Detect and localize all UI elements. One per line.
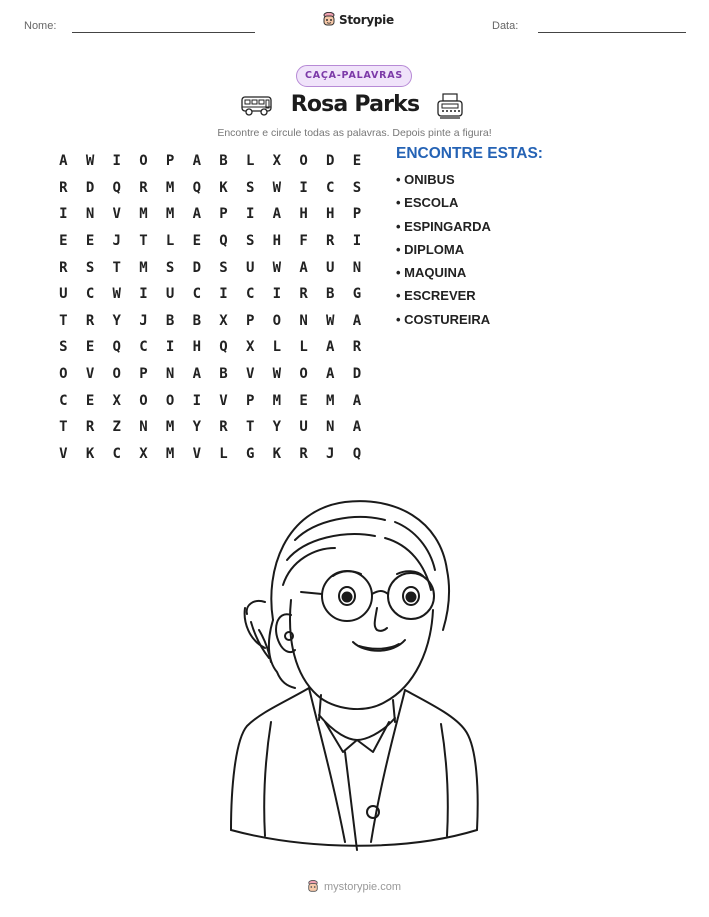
grid-cell[interactable]: E	[85, 339, 95, 356]
grid-cell[interactable]: U	[59, 286, 68, 303]
grid-cell[interactable]: W	[272, 366, 282, 383]
grid-cell[interactable]: A	[326, 339, 335, 356]
word-list-item: • ONIBUS	[396, 172, 455, 187]
grid-cell[interactable]: S	[352, 179, 362, 196]
grid-cell[interactable]: S	[165, 259, 175, 276]
grid-cell[interactable]: E	[352, 153, 362, 170]
grid-cell[interactable]: Q	[352, 445, 362, 462]
grid-cell[interactable]: U	[245, 259, 255, 276]
grid-cell[interactable]: S	[85, 259, 95, 276]
grid-cell[interactable]: N	[326, 419, 335, 436]
grid-cell[interactable]: X	[219, 312, 228, 329]
grid-cell[interactable]: C	[139, 339, 148, 356]
grid-cell[interactable]: A	[192, 366, 201, 383]
grid-cell[interactable]: B	[219, 153, 228, 170]
grid-cell[interactable]: Y	[112, 312, 121, 329]
grid-cell[interactable]: T	[112, 259, 121, 276]
grid-cell[interactable]: O	[299, 153, 308, 170]
grid-cell[interactable]: R	[85, 419, 95, 436]
grid-cell[interactable]: R	[219, 419, 228, 436]
grid-cell[interactable]: L	[272, 339, 282, 356]
grid-cell[interactable]: C	[85, 286, 95, 303]
grid-cell[interactable]: A	[299, 259, 308, 276]
grid-cell[interactable]: S	[245, 179, 255, 196]
grid-cell[interactable]: K	[85, 445, 95, 462]
grid-cell[interactable]: B	[326, 286, 335, 303]
grid-cell[interactable]: G	[245, 445, 255, 462]
storypie-logo-icon	[322, 12, 336, 28]
grid-cell[interactable]: E	[59, 233, 68, 250]
grid-cell[interactable]: L	[219, 445, 228, 462]
grid-cell[interactable]: R	[59, 179, 68, 196]
grid-cell[interactable]: V	[219, 392, 228, 409]
grid-cell[interactable]: J	[112, 233, 121, 250]
grid-cell[interactable]: I	[192, 392, 201, 409]
footer-site: mystorypie.com	[324, 881, 402, 893]
grid-cell[interactable]: I	[59, 206, 68, 223]
grid-cell[interactable]: M	[139, 206, 148, 223]
grid-cell[interactable]: A	[352, 312, 362, 329]
grid-cell[interactable]: Z	[112, 419, 121, 436]
grid-cell[interactable]: C	[326, 179, 335, 196]
grid-cell[interactable]: E	[299, 392, 308, 409]
grid-cell[interactable]: V	[85, 366, 95, 383]
grid-cell[interactable]: R	[139, 179, 148, 196]
grid-cell[interactable]: A	[272, 206, 282, 223]
word-search-grid[interactable]	[50, 148, 370, 467]
grid-cell[interactable]: M	[272, 392, 282, 409]
grid-cell[interactable]: J	[326, 445, 335, 462]
grid-cell[interactable]: N	[299, 312, 308, 329]
grid-cell[interactable]: C	[192, 286, 201, 303]
grid-cell[interactable]: O	[59, 366, 68, 383]
grid-cell[interactable]: P	[219, 206, 228, 223]
grid-cell[interactable]: M	[165, 179, 175, 196]
grid-cell[interactable]: V	[112, 206, 121, 223]
grid-cell[interactable]: Q	[112, 339, 121, 356]
grid-cell[interactable]: G	[352, 286, 362, 303]
grid-cell[interactable]: X	[272, 153, 282, 170]
grid-cell[interactable]: D	[85, 179, 95, 196]
grid-cell[interactable]: C	[245, 286, 255, 303]
grid-cell[interactable]: V	[245, 366, 255, 383]
grid-cell[interactable]: S	[245, 233, 255, 250]
grid-cell[interactable]: A	[326, 366, 335, 383]
grid-cell[interactable]: Q	[219, 339, 228, 356]
grid-cell[interactable]: H	[299, 206, 308, 223]
grid-cell[interactable]: M	[165, 206, 175, 223]
grid-cell[interactable]: W	[272, 259, 282, 276]
grid-cell[interactable]: I	[139, 286, 148, 303]
grid-cell[interactable]: L	[165, 233, 175, 250]
grid-cell[interactable]: N	[139, 419, 148, 436]
grid-cell[interactable]: M	[326, 392, 335, 409]
word-list-item: • COSTUREIRA	[396, 311, 491, 327]
grid-cell[interactable]: T	[59, 312, 68, 329]
grid-cell[interactable]: R	[85, 312, 95, 329]
grid-cell[interactable]: O	[165, 392, 175, 409]
grid-cell[interactable]: P	[352, 206, 362, 223]
word-list-title: ENCONTRE ESTAS:	[396, 145, 543, 162]
grid-cell[interactable]: L	[245, 153, 255, 170]
grid-cell[interactable]: U	[165, 286, 175, 303]
grid-cell[interactable]: U	[326, 259, 335, 276]
grid-cell[interactable]: D	[192, 259, 201, 276]
grid-cell[interactable]: N	[352, 259, 362, 276]
grid-cell[interactable]: W	[85, 153, 95, 170]
brand-name: Storypie	[339, 13, 394, 27]
rosa-parks-portrait-illustration	[225, 490, 485, 852]
grid-cell[interactable]: R	[326, 233, 335, 250]
grid-cell[interactable]: A	[352, 392, 362, 409]
grid-cell[interactable]: C	[112, 445, 121, 462]
grid-cell[interactable]: P	[165, 153, 175, 170]
grid-cell[interactable]: J	[139, 312, 148, 329]
word-list-item: • DIPLOMA	[396, 241, 465, 257]
grid-cell[interactable]: P	[245, 312, 255, 329]
grid-cell[interactable]: A	[352, 419, 362, 436]
grid-cell[interactable]: B	[219, 366, 228, 383]
grid-cell[interactable]: I	[272, 286, 282, 303]
grid-cell[interactable]: V	[192, 445, 201, 462]
grid-cell[interactable]: R	[299, 286, 308, 303]
grid-cell[interactable]: M	[165, 445, 175, 462]
word-list-item: • ESPINGARDA	[396, 218, 491, 234]
grid-cell[interactable]: A	[192, 206, 201, 223]
grid-cell[interactable]: W	[112, 286, 121, 303]
grid-cell[interactable]: A	[192, 153, 201, 170]
grid-cell[interactable]: S	[59, 339, 68, 356]
word-list-item: • ESCOLA	[396, 195, 459, 211]
grid-cell[interactable]: Y	[192, 419, 201, 436]
grid-cell[interactable]: H	[326, 206, 335, 223]
grid-cell[interactable]: I	[219, 286, 228, 303]
grid-cell[interactable]: C	[59, 392, 68, 409]
grid-cell[interactable]: A	[59, 153, 68, 170]
page-title: Rosa Parks	[290, 92, 420, 117]
word-list-item: • MAQUINA	[396, 265, 467, 281]
activity-badge: CAÇA-PALAVRAS	[296, 65, 412, 87]
storypie-logo-icon	[307, 880, 319, 894]
grid-cell[interactable]: U	[299, 419, 308, 436]
date-label: Data:	[492, 20, 519, 32]
grid-cell[interactable]: E	[85, 392, 95, 409]
bus-icon	[241, 95, 273, 117]
word-list-item: • ESCREVER	[396, 288, 476, 304]
grid-cell[interactable]: R	[352, 339, 362, 356]
grid-cell[interactable]: M	[165, 419, 175, 436]
grid-cell[interactable]: E	[85, 233, 95, 250]
grid-cell[interactable]: H	[192, 339, 201, 356]
grid-cell[interactable]: O	[112, 366, 121, 383]
grid-cell[interactable]: L	[299, 339, 308, 356]
grid-cell[interactable]: R	[59, 259, 68, 276]
name-label: Nome:	[24, 20, 57, 32]
grid-cell[interactable]: I	[112, 153, 121, 170]
grid-cell[interactable]: I	[165, 339, 175, 356]
grid-cell[interactable]: X	[245, 339, 255, 356]
grid-cell[interactable]: S	[219, 259, 228, 276]
grid-cell[interactable]: Q	[192, 179, 201, 196]
grid-cell[interactable]: X	[139, 445, 148, 462]
grid-cell[interactable]: M	[139, 259, 148, 276]
grid-cell[interactable]: W	[326, 312, 335, 329]
grid-cell[interactable]: T	[59, 419, 68, 436]
grid-cell[interactable]: D	[326, 153, 335, 170]
name-line[interactable]	[72, 32, 255, 33]
grid-cell[interactable]: O	[139, 392, 148, 409]
grid-cell[interactable]: B	[192, 312, 201, 329]
instructions: Encontre e circule todas as palavras. Depois pinte a figura!	[217, 127, 492, 139]
grid-cell[interactable]: H	[272, 233, 282, 250]
grid-cell[interactable]: Q	[219, 233, 228, 250]
date-line[interactable]	[538, 32, 686, 33]
grid-cell[interactable]: X	[112, 392, 121, 409]
footer	[307, 880, 401, 894]
grid-cell[interactable]: K	[219, 179, 228, 196]
grid-cell[interactable]: I	[245, 206, 255, 223]
grid-cell[interactable]: D	[352, 366, 362, 383]
grid-cell[interactable]: W	[272, 179, 282, 196]
grid-cell[interactable]: R	[299, 445, 308, 462]
grid-cell[interactable]: N	[85, 206, 95, 223]
typewriter-icon	[436, 92, 464, 120]
grid-cell[interactable]: O	[272, 312, 282, 329]
grid-cell[interactable]: T	[139, 233, 148, 250]
grid-cell[interactable]: K	[272, 445, 282, 462]
grid-cell[interactable]: I	[299, 179, 308, 196]
word-list	[396, 170, 491, 333]
grid-cell[interactable]: P	[139, 366, 148, 383]
grid-cell[interactable]: Q	[112, 179, 121, 196]
grid-cell[interactable]: P	[245, 392, 255, 409]
grid-cell[interactable]: O	[139, 153, 148, 170]
grid-cell[interactable]: F	[299, 233, 308, 250]
grid-cell[interactable]: I	[352, 233, 362, 250]
grid-cell[interactable]: T	[245, 419, 255, 436]
brand-logo	[322, 12, 394, 28]
grid-cell[interactable]: N	[165, 366, 175, 383]
grid-cell[interactable]: E	[192, 233, 201, 250]
grid-cell[interactable]: Y	[272, 419, 282, 436]
grid-cell[interactable]: V	[59, 445, 68, 462]
grid-cell[interactable]: O	[299, 366, 308, 383]
grid-cell[interactable]: B	[165, 312, 175, 329]
